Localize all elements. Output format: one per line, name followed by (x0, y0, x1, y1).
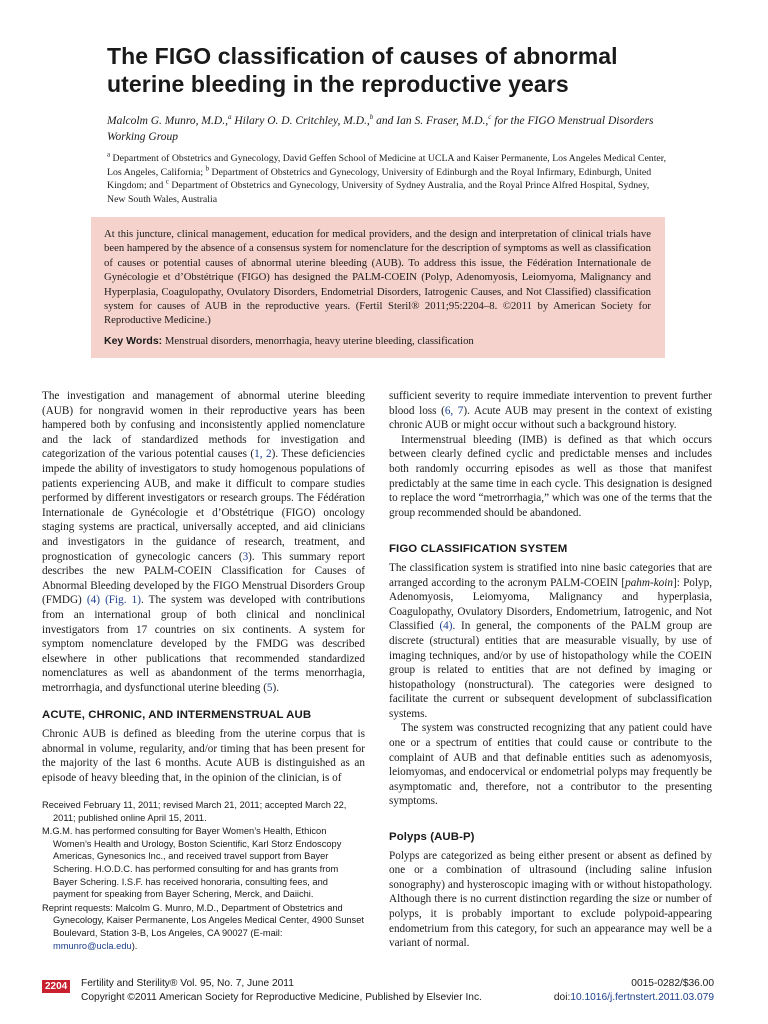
ref-link-1-2[interactable]: 1, 2 (254, 448, 272, 461)
section-heading-acute: ACUTE, CHRONIC, AND INTERMENSTRUAL AUB (42, 709, 312, 722)
affil-sup-c: c (165, 177, 169, 186)
keywords (104, 334, 651, 348)
footnote-received: Received February 11, 2011; revised March 21, 2011; accepted March 22, 2011; published online April 15, 2011. (42, 800, 347, 823)
intro-paragraph (42, 389, 365, 695)
section-heading-polyps: Polyps (AUB-P) (389, 831, 475, 844)
figo-paragraph (389, 561, 712, 722)
imb-paragraph: Intermenstrual bleeding (IMB) is defined as that which occurs between clearly defined cyclic and predictable menses and includes both randomly occurring episodes as well as those that manifest predictably at the same time in each cycle. This designation is designed to replace the word “metrorrhagia,” which was one of the terms that the group recommended should be abandoned. (389, 433, 712, 519)
ref-link-4-right[interactable]: (4) (439, 620, 453, 633)
affil-c: Department of Obstetrics and Gynecology, University of Sydney Australia, and the Royal Prince Alfred Hospital, Sydney, New South Wales, Australia (107, 180, 650, 205)
footer-right (554, 977, 714, 1005)
intro-text-4: . The system was developed with contributions from an international group of both clinical and nonclinical investigators from 17 countries on six continents. A system for symptom nomenclature developed by the FMDG was described elsewhere in other publications that recommended standardized nomenclatures as well as abandonment of the terms menorrhagia, metrorrhagia, and dysfunctional uterine bleeding ( (42, 594, 366, 694)
footnote-disclosure: M.G.M. has performed consulting for Bayer Women’s Health, Ethicon Women’s Health and Urology, Boston Scientific, Karl Storz Endoscopy Americas, Gynesonics Inc., and received travel support from Bayer Schering. H.O.D.C. has performed consulting for and has grants from Bayer Schering. I.S.F. has received honoraria, consulting fees, and payment for speaking from Bayer Schering, Merck, and Daiichi. (42, 826, 342, 900)
intro-text-2: ). These deficiencies impede the ability of investigators to study homogenous populations of patients experiencing AUB, and make it difficult to compare studies performed by different investigators or research groups. The Fédération Internationale de Gynécologie et d’Obstétrique (FIGO) oncology staging systems are practical, universally accepted, and aid clinicians and investigators in the guidance of research, treatment, and prognostication of gynecologic cancers ( (42, 448, 365, 563)
author-critchley: Hilary O. D. Critchley, M.D., (231, 115, 370, 127)
footnote-reprint-text: Reprint requests: Malcolm G. Munro, M.D., Department of Obstetrics and Gynecology, Kaiser Permanente, Los Angeles Medical Center, 4900 Sunset Boulevard, Station 3-B, Los Angeles, CA 90027 (E-mail: (42, 902, 364, 938)
copyright-line: Copyright ©2011 American Society for Reproductive Medicine, Published by Elsevier Inc. (81, 992, 482, 1003)
polyps-paragraph: Polyps are categorized as being either present or absent as defined by one or a combination of ultrasound (including saline infusion sonography) and hysteroscopic imaging with or without histopathology. Although there is no current distinction regarding the size or number of polyps, it is probably important to exclude polypoid-appearing endometrium from this category, for such an appearance may well be a variant of normal. (389, 849, 712, 950)
affil-sup-b: b (205, 164, 209, 173)
author-sup-a: a (227, 113, 232, 122)
figo-text-1: The classification system is stratified into nine basic categories that are arranged according to the acronym PALM-COEIN [ (389, 561, 712, 589)
section-heading-figo: FIGO CLASSIFICATION SYSTEM (389, 543, 568, 556)
left-column (42, 389, 365, 785)
doi-link[interactable]: 10.1016/j.fertnstert.2011.03.079 (570, 992, 714, 1003)
issn-price: 0015-0282/$36.00 (631, 978, 714, 989)
right-column (389, 389, 712, 951)
keywords-list: Menstrual disorders, menorrhagia, heavy uterine bleeding, classification (162, 334, 474, 347)
author-list (107, 114, 667, 145)
page-number-badge: 2204 (42, 980, 70, 993)
system-paragraph: The system was constructed recognizing that any patient could have one or a spectrum of entities that could cause or contribute to the complaint of AUB and that definable entities such as adenomyosis, leiomyomas, and endocervical or endometrial polyps may frequently be asymptomatic and, therefore, not a contributor to the presenting symptoms. (389, 722, 712, 808)
author-group: for the FIGO Menstrual Disorders Working Group (107, 115, 654, 143)
pronunciation: pahm-koin (625, 576, 673, 589)
figure-1-link[interactable]: (Fig. 1) (105, 594, 141, 607)
affil-b: Department of Obstetrics and Gynecology, University of Edinburgh and the Royal Infirmary, Edinburgh, United Kingdom; and (107, 166, 652, 192)
ref-link-4[interactable]: (4) (86, 594, 100, 607)
footnote-reprint (42, 902, 365, 952)
acute-continued-paragraph (389, 389, 712, 433)
acute-cont-text-1: sufficient severity to require immediate intervention to prevent further blood loss ( (389, 390, 712, 417)
footnote-reprint-end: ). (131, 940, 138, 951)
figo-text-3: . In general, the components of the PALM group are discrete (structural) entities that are measurable visually, by use of imaging techniques, and/or by use of histopathology while the COEIN group is related to entities that are not defined by imaging or histopathology (nonstructural). The categories were designed to facilitate the current or subsequent development of subclassification systems. (389, 620, 712, 720)
footnotes (42, 799, 365, 953)
intro-text-1: The investigation and management of abnormal uterine bleeding (AUB) for nongravid women in their reproductive years has been hampered both by confusing and inconsistently applied nomenclature and the lack of standardized methods for investigation and categorization of the various potential causes ( (42, 390, 365, 461)
journal-citation: Fertility and Sterility® Vol. 95, No. 7, June 2011 (81, 978, 294, 989)
doi-label: doi: (553, 992, 571, 1003)
article-title: The FIGO classification of causes of abnormal uterine bleeding in the reproductive years (107, 43, 618, 97)
email-link[interactable]: mmunro@ucla.edu (53, 940, 132, 951)
acute-paragraph: Chronic AUB is defined as bleeding from the uterine corpus that is abnormal in volume, regularity, and/or timing that has been present for the majority of the last 6 months. Acute AUB is distinguished as an episode of heavy bleeding that, in the opinion of the clinician, is of (42, 728, 365, 784)
acute-cont-text-2: ). Acute AUB may present in the context of existing chronic AUB or might occur without such a background history. (389, 404, 713, 432)
affil-sup-a: a (107, 150, 111, 159)
affil-a: Department of Obstetrics and Gynecology, David Geffen School of Medicine at UCLA and Kaiser Permanente, Los Angeles Medical Center, Los Angeles, California; (107, 153, 667, 178)
author-sup-b: b (369, 113, 374, 122)
keywords-label: Key Words: (104, 334, 163, 347)
intro-text-5: ). (272, 681, 280, 694)
affiliations (107, 152, 667, 206)
author-munro: Malcolm G. Munro, M.D., (107, 115, 228, 127)
abstract-box (91, 217, 665, 358)
ref-link-5[interactable]: 5 (266, 681, 273, 694)
author-sup-c: c (488, 113, 492, 122)
doi-line (554, 991, 714, 1005)
footer-left (81, 977, 482, 1005)
ref-link-6-7[interactable]: 6, 7 (444, 404, 464, 417)
ref-link-3[interactable]: 3 (242, 550, 249, 563)
intro-text-3: ). This summary report describes the new PALM-COEIN Classification for Causes of Abnormal Bleeding developed by the FIGO Menstrual Disorders Group (FMDG) (42, 550, 365, 607)
figo-text-2: ]: Polyp, Adenomyosis, Leiomyoma, Malignancy and hyperplasia, Coagulopathy, Ovulatory Disorders, Endometrium, Iatrogenic, and Not Classified (389, 576, 712, 633)
author-fraser: and Ian S. Fraser, M.D., (373, 115, 489, 127)
abstract-text: At this juncture, clinical management, education for medical providers, and the design and interpretation of clinical trials have been hampered by the absence of a consensus system for nomenclature for the description of symptoms as well as classification of causes or potential causes of abnormal uterine bleeding (AUB). To address this issue, the Fédération Internationale de Gynécologie et d’Obstétrique (FIGO) has designed the PALM-COEIN (Polyp, Adenomyosis, Leiomyoma, Malignancy and Hyperplasia, Coagulopathy, Ovulatory Disorders, Endometrial Disorders, Iatrogenic Causes, and Not Classified) classification system for causes of AUB in the reproductive years. (Fertil Steril® 2011;95:2204–8. ©2011 by American Society for Reproductive Medicine.) (104, 228, 651, 327)
